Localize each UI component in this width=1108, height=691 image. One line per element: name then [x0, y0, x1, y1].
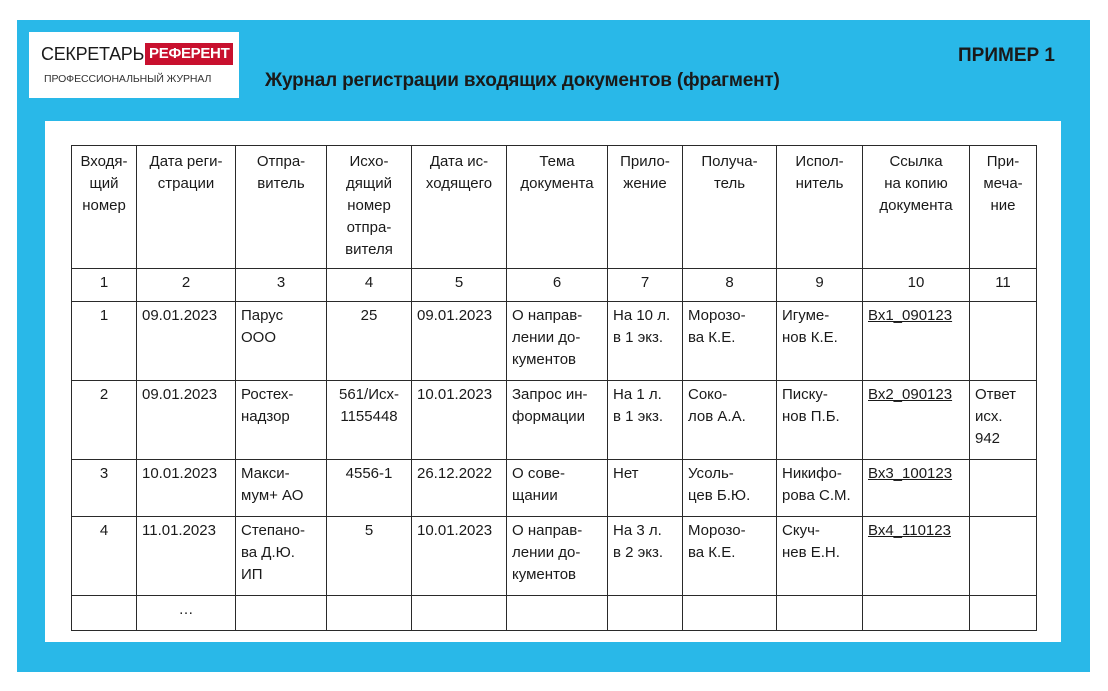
header-cell: Исхо- дящий номер отпра- вителя [327, 146, 412, 269]
column-number: 9 [777, 269, 863, 302]
document-subject [507, 596, 608, 631]
document-subject: Запрос ин- формации [507, 381, 608, 460]
column-number: 8 [683, 269, 777, 302]
executor: Писку- нов П.Б. [777, 381, 863, 460]
registration-date: 09.01.2023 [137, 302, 236, 381]
note: Ответ исх. 942 [970, 381, 1037, 460]
recipient [683, 596, 777, 631]
header-cell: Дата реги- страции [137, 146, 236, 269]
attachment: На 1 л. в 1 экз. [608, 381, 683, 460]
table-row [72, 460, 1037, 517]
column-number: 3 [236, 269, 327, 302]
recipient: Морозо- ва К.Е. [683, 517, 777, 596]
registration-date: 09.01.2023 [137, 381, 236, 460]
column-number: 5 [412, 269, 507, 302]
document-subject: О сове- щании [507, 460, 608, 517]
journal-logo [29, 32, 239, 98]
attachment: На 3 л. в 2 экз. [608, 517, 683, 596]
note [970, 302, 1037, 381]
note [970, 596, 1037, 631]
outgoing-date: 26.12.2022 [412, 460, 507, 517]
column-number-row [72, 269, 1037, 302]
sender [236, 596, 327, 631]
header-cell: Прило- жение [608, 146, 683, 269]
document-subject: О направ- лении до- кументов [507, 302, 608, 381]
recipient: Усоль- цев Б.Ю. [683, 460, 777, 517]
column-number: 7 [608, 269, 683, 302]
sender: Парус ООО [236, 302, 327, 381]
logo-word-referent: РЕФЕРЕНТ [145, 43, 233, 65]
sender: Ростех- надзор [236, 381, 327, 460]
outgoing-date: 10.01.2023 [412, 517, 507, 596]
logo-word-secretary: СЕКРЕТАРЬ [41, 44, 145, 64]
outgoing-number: 25 [327, 302, 412, 381]
registration-date: … [137, 596, 236, 631]
table-row [72, 517, 1037, 596]
registration-date: 11.01.2023 [137, 517, 236, 596]
outgoing-date: 09.01.2023 [412, 302, 507, 381]
header-cell: Получа- тель [683, 146, 777, 269]
table-row [72, 596, 1037, 631]
outgoing-number: 561/Исх- 1155448 [327, 381, 412, 460]
document-copy-link[interactable]: Вх2_090123 [863, 381, 970, 460]
document-copy-link [863, 596, 970, 631]
attachment: На 10 л. в 1 экз. [608, 302, 683, 381]
table-panel [45, 121, 1061, 642]
executor: Игуме- нов К.Е. [777, 302, 863, 381]
document-subject: О направ- лении до- кументов [507, 517, 608, 596]
column-number: 6 [507, 269, 608, 302]
executor: Никифо- рова С.М. [777, 460, 863, 517]
document-copy-link[interactable]: Вх4_110123 [863, 517, 970, 596]
example-label: ПРИМЕР 1 [958, 45, 1056, 66]
incoming-number: 2 [72, 381, 137, 460]
registration-journal-table [71, 145, 1037, 631]
executor: Скуч- нев Е.Н. [777, 517, 863, 596]
header-cell: Дата ис- ходящего [412, 146, 507, 269]
header-cell: Отпра- витель [236, 146, 327, 269]
outgoing-number [327, 596, 412, 631]
page-title: Журнал регистрации входящих документов (фрагмент) [265, 70, 780, 91]
incoming-number [72, 596, 137, 631]
outgoing-date [412, 596, 507, 631]
logo-subtitle: ПРОФЕССИОНАЛЬНЫЙ ЖУРНАЛ [44, 73, 212, 85]
recipient: Соко- лов А.А. [683, 381, 777, 460]
column-number: 4 [327, 269, 412, 302]
outgoing-date: 10.01.2023 [412, 381, 507, 460]
logo-wordmark [41, 43, 233, 65]
table-row [72, 302, 1037, 381]
table-row [72, 381, 1037, 460]
header-cell: Тема документа [507, 146, 608, 269]
attachment [608, 596, 683, 631]
column-number: 10 [863, 269, 970, 302]
header-cell: Ссылка на копию документа [863, 146, 970, 269]
registration-date: 10.01.2023 [137, 460, 236, 517]
header-cell: Испол- нитель [777, 146, 863, 269]
column-number: 1 [72, 269, 137, 302]
document-copy-link[interactable]: Вх3_100123 [863, 460, 970, 517]
header-cell: Входя- щий номер [72, 146, 137, 269]
outgoing-number: 5 [327, 517, 412, 596]
note [970, 517, 1037, 596]
note [970, 460, 1037, 517]
column-number: 2 [137, 269, 236, 302]
incoming-number: 4 [72, 517, 137, 596]
column-number: 11 [970, 269, 1037, 302]
attachment: Нет [608, 460, 683, 517]
executor [777, 596, 863, 631]
sender: Степано- ва Д.Ю. ИП [236, 517, 327, 596]
outgoing-number: 4556-1 [327, 460, 412, 517]
sender: Макси- мум+ АО [236, 460, 327, 517]
incoming-number: 3 [72, 460, 137, 517]
recipient: Морозо- ва К.Е. [683, 302, 777, 381]
header-cell: При- меча- ние [970, 146, 1037, 269]
table-header-row [72, 146, 1037, 269]
document-copy-link[interactable]: Вх1_090123 [863, 302, 970, 381]
incoming-number: 1 [72, 302, 137, 381]
